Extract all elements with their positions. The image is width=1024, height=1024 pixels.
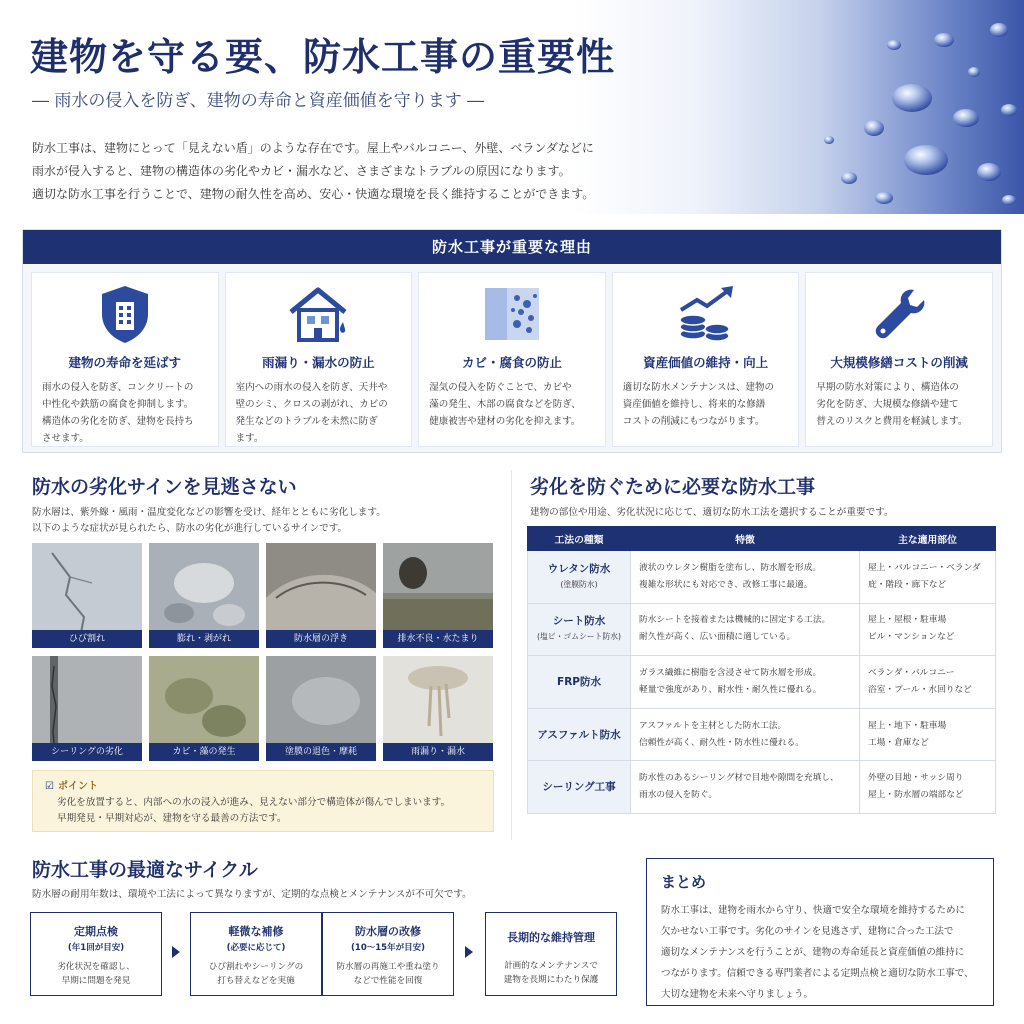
sign-label: ひび割れ [32, 630, 142, 648]
method-sub: (塩ビ・ゴムシート防水) [536, 632, 622, 642]
check-icon: ☑ [45, 781, 54, 792]
cycle-step [485, 912, 617, 996]
area-line: ビル・マンションなど [868, 632, 955, 643]
feature-line: 信頼性が高く、耐久性・防水性に優れる。 [639, 737, 804, 748]
feature-line: 雨水の侵入を防ぐ。 [639, 790, 718, 801]
page-title: 建物を守る要、防水工事の重要性 [30, 34, 616, 79]
step-desc [486, 959, 616, 987]
step-title: 防水層の改修 [355, 925, 421, 938]
method-areas [860, 656, 996, 709]
point-title [45, 777, 481, 792]
method-areas [860, 708, 996, 761]
feature-line: 防水性のあるシーリング材で目地や隙間を充填し、 [639, 773, 839, 784]
sign-photo-lifting [266, 543, 376, 648]
signs-title: 防水の劣化サインを見逃さない [32, 476, 297, 498]
method-features [631, 551, 860, 604]
sign-photo-peeling [149, 543, 259, 648]
reason-title: 雨漏り・漏水の防止 [262, 355, 375, 370]
feature-line: 軽量で強度があり、耐水性・耐久性に優れる。 [639, 684, 822, 695]
desc-line: 壁のシミ、クロスの剥がれ、カビの [235, 399, 388, 410]
mold-wall-icon [477, 282, 547, 346]
point-line: 劣化を放置すると、内部への水の浸入が進み、見えない部分で構造体が傷んでしまいます。 [57, 797, 451, 808]
cycle-step [322, 912, 454, 996]
coins-growth-icon [671, 282, 741, 346]
feature-line: アスファルトを主材とした防水工法。 [639, 720, 787, 731]
table-row [528, 551, 996, 604]
sign-label: カビ・藻の発生 [149, 743, 259, 761]
area-line: 屋上・バルコニー・ベランダ [868, 562, 981, 573]
cycle-title: 防水工事の最適なサイクル [32, 859, 258, 881]
desc-line: 雨水の侵入を防ぎ、コンクリートの [42, 382, 194, 393]
summary-line: 防水工事は、建物を雨水から守り、快適で安全な環境を維持するために [661, 905, 966, 916]
cycle-step [190, 912, 322, 996]
reason-card [612, 272, 800, 447]
intro-line: 適切な防水工事を行うことで、建物の耐久性を高め、安心・快適な環境を長く維持することができます。 [32, 187, 595, 201]
reason-title: 大規模修繕コストの削減 [830, 355, 968, 370]
desc-line: コストの削減にもつながります。 [622, 416, 765, 427]
reasons-section [22, 229, 1002, 453]
feature-line: 複雑な形状にも対応でき、改修工事に最適。 [639, 579, 813, 590]
reason-card [805, 272, 993, 447]
point-line: 早期発見・早期対応が、建物を守る最善の方法です。 [57, 813, 287, 824]
summary-line: つながります。信頼できる専門業者による定期点検と適切な防水工事で、 [661, 968, 974, 979]
method-features [631, 761, 860, 814]
desc-line: ます。 [235, 433, 264, 444]
step-desc-line: 劣化状況を確認し、 [57, 962, 135, 972]
method-areas [860, 761, 996, 814]
signs-intro [32, 505, 386, 537]
area-line: 屋上・地下・駐車場 [868, 720, 947, 731]
methods-title: 劣化を防ぐために必要な防水工事 [530, 476, 816, 498]
desc-line: 発生などのトラブルを未然に防ぎ [235, 416, 378, 427]
step-desc [31, 960, 161, 988]
step-title: 軽微な補修 [228, 925, 284, 938]
arrow-right-icon [172, 946, 180, 958]
reason-card [31, 272, 219, 447]
sign-label: シーリングの劣化 [32, 743, 142, 761]
feature-line: ガラス繊維に樹脂を含浸させて防水層を形成。 [639, 667, 822, 678]
desc-line: 室内への雨水の侵入を防ぎ、天井や [235, 382, 388, 393]
method-name [528, 603, 631, 656]
table-header-row [528, 527, 996, 551]
sign-label: 塗膜の退色・摩耗 [266, 743, 376, 761]
method-name [528, 551, 631, 604]
table-row [528, 708, 996, 761]
desc-line: 中性化や鉄筋の腐食を抑制します。 [42, 399, 194, 410]
desc-line: 早期の防水対策により、構造体の [816, 382, 959, 393]
methods-table [527, 526, 996, 814]
method-name [528, 708, 631, 761]
method-features [631, 656, 860, 709]
desc-line: 藻の発生、木部の腐食などを防ぎ、 [429, 399, 581, 410]
cycle-step [30, 912, 162, 996]
intro-line: 防水工事は、建物にとって「見えない盾」のような存在です。屋上やバルコニー、外壁、ベランダなどに [32, 141, 594, 155]
summary-box [646, 858, 994, 1006]
area-line: 庇・階段・廊下など [868, 579, 947, 590]
point-title-text: ポイント [57, 781, 98, 792]
reason-desc [427, 379, 597, 430]
step-desc-line: 計画的なメンテナンスで [504, 961, 598, 971]
reason-title: カビ・腐食の防止 [461, 355, 562, 370]
method-sub: (塗膜防水) [560, 579, 598, 589]
step-sub: (年1回が目安) [67, 943, 125, 953]
summary-body [661, 900, 979, 1005]
water-droplets-image [644, 0, 1024, 214]
cycle-intro: 防水層の耐用年数は、環境や工法によって異なりますが、定期的な点検とメンテナンスが不可欠です。 [32, 889, 472, 900]
method-name [528, 656, 631, 709]
table-row [528, 656, 996, 709]
desc-line: 構造体の劣化を防ぎ、建物を長持ち [42, 416, 194, 427]
hero-section [0, 0, 1024, 214]
sign-photo-sealing [32, 656, 142, 761]
method-features [631, 708, 860, 761]
intro-paragraph [32, 137, 672, 206]
area-line: ベランダ・バルコニー [868, 667, 955, 678]
method-name-text: シート防水 [552, 615, 606, 628]
reason-desc [40, 379, 210, 447]
reason-title: 建物の寿命を延ばす [68, 355, 182, 370]
method-name [528, 761, 631, 814]
area-line: 屋上・防水層の端部など [868, 790, 964, 801]
desc-line: させます。 [42, 433, 89, 444]
feature-line: 防水シートを接着または機械的に固定する工法。 [639, 615, 831, 626]
desc-line: 健康被害や建材の劣化を抑えます。 [429, 416, 581, 427]
desc-line: 適切な防水メンテナンスは、建物の [622, 382, 775, 393]
summary-line: 適切なメンテナンスを行うことが、建物の寿命延長と資産価値の維持に [661, 947, 965, 958]
area-line: 外壁の目地・サッシ周り [868, 773, 964, 784]
table-row [528, 761, 996, 814]
desc-line: 替えのリスクと費用を軽減します。 [816, 416, 968, 427]
wrench-icon [864, 282, 934, 346]
point-box [32, 770, 494, 832]
column-divider [511, 470, 512, 840]
summary-title: まとめ [661, 873, 707, 891]
area-line: 工場・倉庫など [868, 737, 929, 748]
summary-line: 大切な建物を未来へ守りましょう。 [661, 989, 814, 1000]
step-desc-line: ひび割れやシーリングの [208, 962, 304, 972]
signs-grid [32, 543, 494, 761]
feature-line: 液状のウレタン樹脂を塗布し、防水層を形成。 [639, 562, 822, 573]
sign-label: 防水層の浮き [266, 630, 376, 648]
reason-desc [621, 379, 791, 430]
arrow-right-icon [465, 946, 473, 958]
column-header: 主な適用部位 [860, 527, 996, 551]
cycle-steps-right [322, 912, 622, 996]
step-desc-line: 早期に問題を発見 [61, 976, 131, 986]
reason-desc [234, 379, 404, 447]
sign-photo-leak [383, 656, 493, 761]
method-name-text: アスファルト防水 [537, 728, 621, 741]
reason-card [418, 272, 606, 447]
method-name-text: シーリング工事 [542, 781, 616, 794]
step-title: 定期点検 [74, 925, 118, 938]
method-areas [860, 551, 996, 604]
step-sub: (10〜15年が目安) [351, 943, 425, 953]
sign-label: 雨漏り・漏水 [383, 743, 493, 761]
desc-line: 劣化を防ぎ、大規模な修繕や建て [816, 399, 959, 410]
step-desc-line: 建物を長期にわたり保護 [503, 975, 599, 985]
house-leak-icon [283, 282, 353, 346]
sign-photo-mold [149, 656, 259, 761]
shield-building-icon [90, 282, 160, 346]
table-row [528, 603, 996, 656]
sign-photo-drainage [383, 543, 493, 648]
reason-desc [814, 379, 984, 430]
point-body [45, 795, 481, 827]
desc-line: 資産価値を維持し、将来的な修繕 [622, 399, 766, 410]
feature-line: 耐久性が高く、広い面積に適している。 [639, 632, 796, 643]
column-header: 工法の種類 [528, 527, 631, 551]
summary-line: 欠かせない工事です。劣化のサインを見逃さず、建物に合った工法で [661, 926, 954, 937]
desc-line: 湿気の侵入を防ぐことで、カビや [429, 382, 572, 393]
step-title: 長期的な維持管理 [507, 931, 595, 944]
method-features [631, 603, 860, 656]
intro-line: 雨水が侵入すると、建物の構造体の劣化やカビ・漏水など、さまざまなトラブルの原因になります。 [32, 164, 571, 178]
reason-card [225, 272, 413, 447]
step-desc-line: などで性能を回復 [353, 976, 423, 986]
reasons-header: 防水工事が重要な理由 [23, 230, 1001, 264]
method-areas [860, 603, 996, 656]
page-subtitle: ― 雨水の侵入を防ぎ、建物の寿命と資産価値を守ります ― [32, 91, 485, 111]
step-desc [323, 960, 453, 988]
sign-photo-crack [32, 543, 142, 648]
area-line: 浴室・プール・水回りなど [868, 684, 972, 695]
method-name-text: FRP防水 [557, 675, 601, 688]
area-line: 屋上・屋根・駐車場 [868, 615, 947, 626]
reason-title: 資産価値の維持・向上 [643, 355, 769, 370]
methods-intro: 建物の部位や用途、劣化状況に応じて、適切な防水工法を選択することが重要です。 [530, 507, 894, 518]
sign-label: 膨れ・剥がれ [149, 630, 259, 648]
intro-line: 以下のような症状が見られたら、防水の劣化が進行しているサインです。 [32, 523, 348, 534]
column-header: 特徴 [631, 527, 860, 551]
step-desc [191, 960, 321, 988]
intro-line: 防水層は、紫外線・風雨・温度変化などの影響を受け、経年とともに劣化します。 [32, 507, 386, 518]
step-desc-line: 打ち替えなどを実施 [217, 976, 295, 986]
sign-label: 排水不良・水たまり [383, 630, 493, 648]
method-name-text: ウレタン防水 [547, 562, 611, 575]
step-desc-line: 防水層の再施工や重ね塗り [336, 962, 440, 972]
step-sub: (必要に応じて) [226, 943, 286, 953]
sign-photo-fading [266, 656, 376, 761]
